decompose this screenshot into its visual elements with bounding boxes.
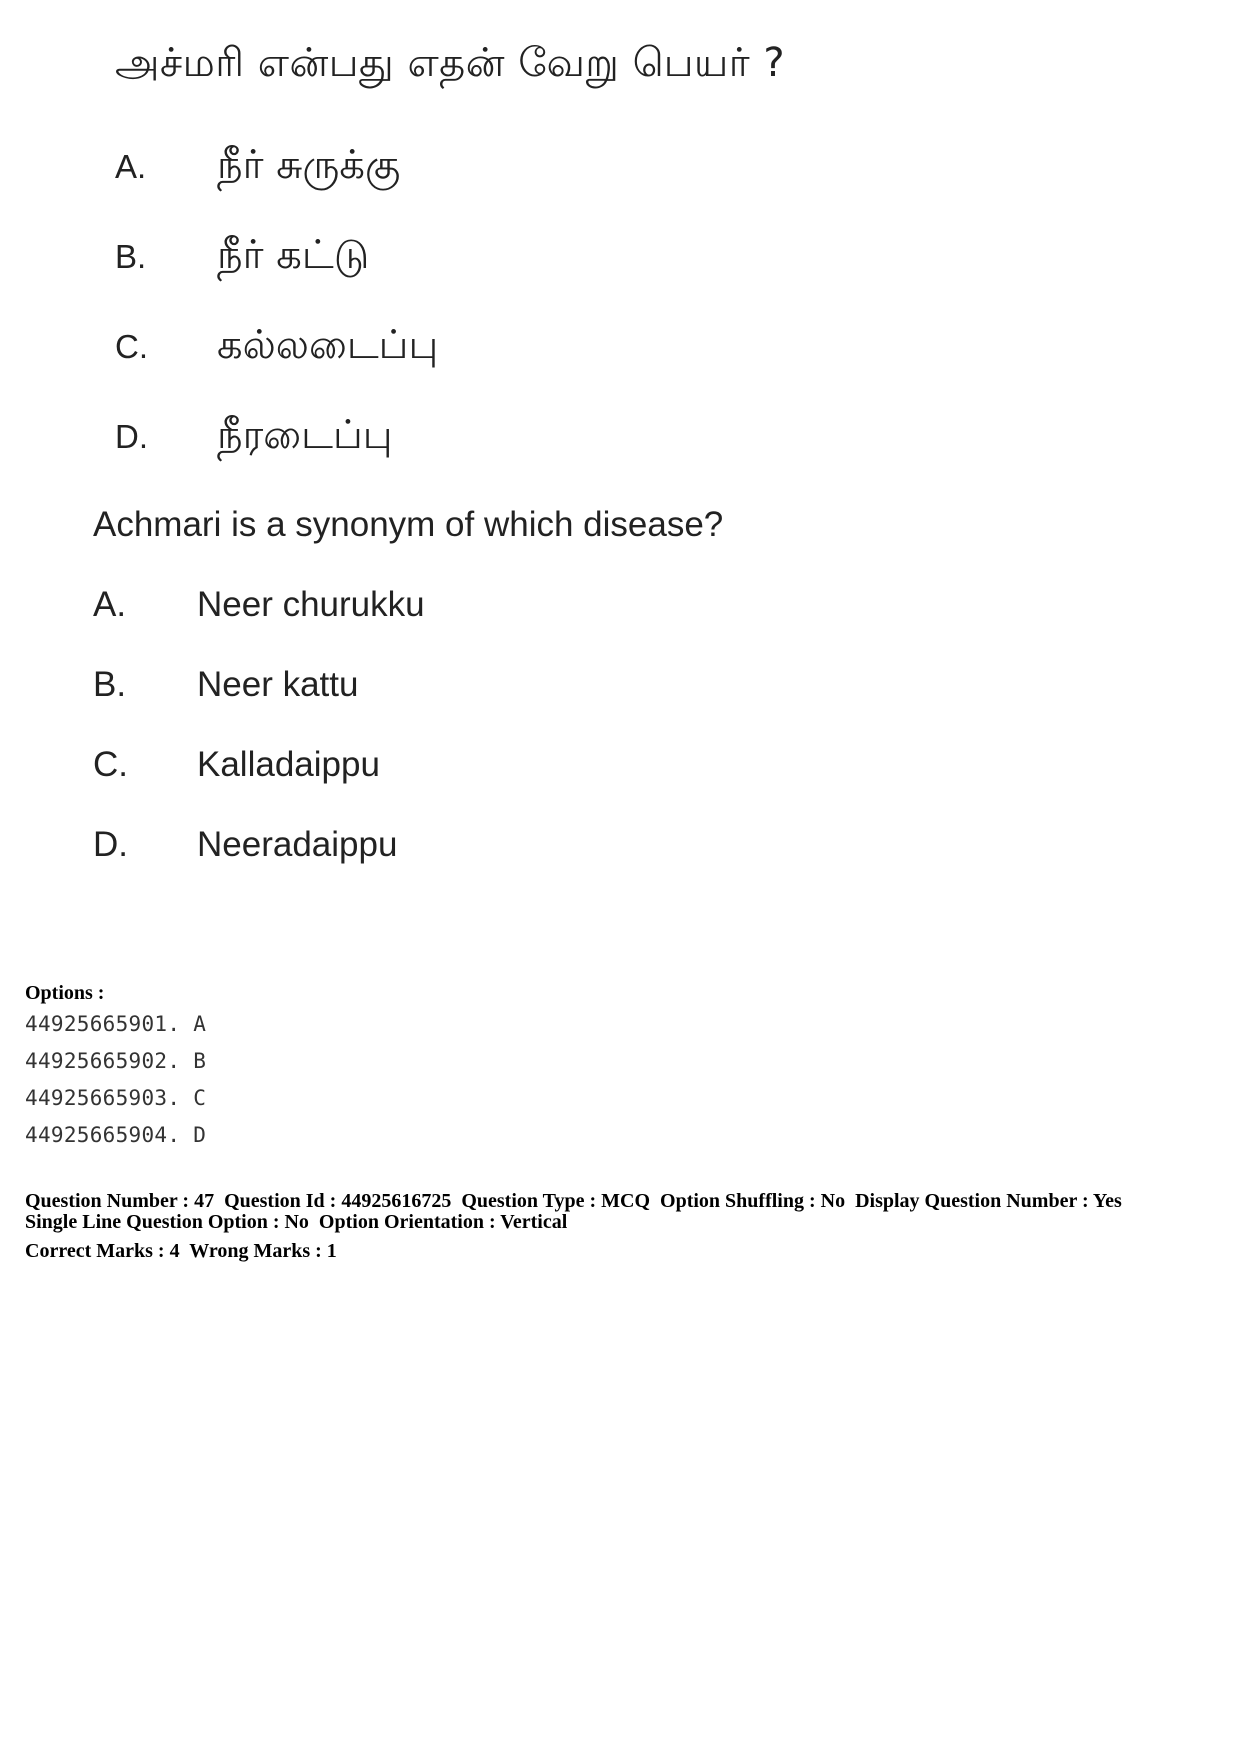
option-letter: A. (93, 585, 127, 624)
option-letter: A. (115, 148, 147, 185)
option-letter: C. (93, 745, 128, 784)
tamil-option-d (115, 412, 393, 463)
question-image (90, 20, 850, 900)
tamil-question-text: அச்மரி என்பது எதன் வேறு பெயர் ? (115, 40, 786, 86)
english-option-d (93, 825, 397, 865)
question-meta-line: Single Line Question Option : No Option Orientation : Vertical (25, 1211, 568, 1233)
english-option-a (93, 585, 425, 625)
option-text: Neer churukku (197, 585, 425, 624)
english-option-c (93, 745, 380, 785)
option-letter: B. (93, 665, 127, 704)
options-heading: Options : (25, 982, 105, 1004)
marks-line: Correct Marks : 4 Wrong Marks : 1 (25, 1240, 337, 1262)
option-letter: B. (115, 238, 147, 275)
question-meta-line: Question Number : 47 Question Id : 44925616725 Question Type : MCQ Option Shuffling : No Display Question Number : Yes (25, 1190, 1122, 1212)
tamil-option-b (115, 232, 369, 283)
option-letter: C. (115, 328, 148, 365)
option-text: Neeradaippu (197, 825, 398, 864)
option-id-item: 44925665902. B (25, 1049, 207, 1073)
option-text: Neer kattu (197, 665, 359, 704)
option-letter: D. (93, 825, 128, 864)
english-question-text: Achmari is a synonym of which disease? (93, 505, 724, 544)
option-text: நீர் கட்டு (217, 232, 370, 278)
option-text: நீர் சுருக்கு (217, 142, 401, 188)
option-text: நீரடைப்பு (217, 412, 393, 458)
option-text: கல்லடைப்பு (217, 322, 439, 368)
option-id-item: 44925665901. A (25, 1012, 207, 1036)
option-id-item: 44925665904. D (25, 1123, 207, 1147)
option-letter: D. (115, 418, 148, 455)
option-id-item: 44925665903. C (25, 1086, 207, 1110)
tamil-option-c (115, 322, 438, 373)
tamil-option-a (115, 142, 400, 193)
option-text: Kalladaippu (197, 745, 380, 784)
english-option-b (93, 665, 358, 705)
